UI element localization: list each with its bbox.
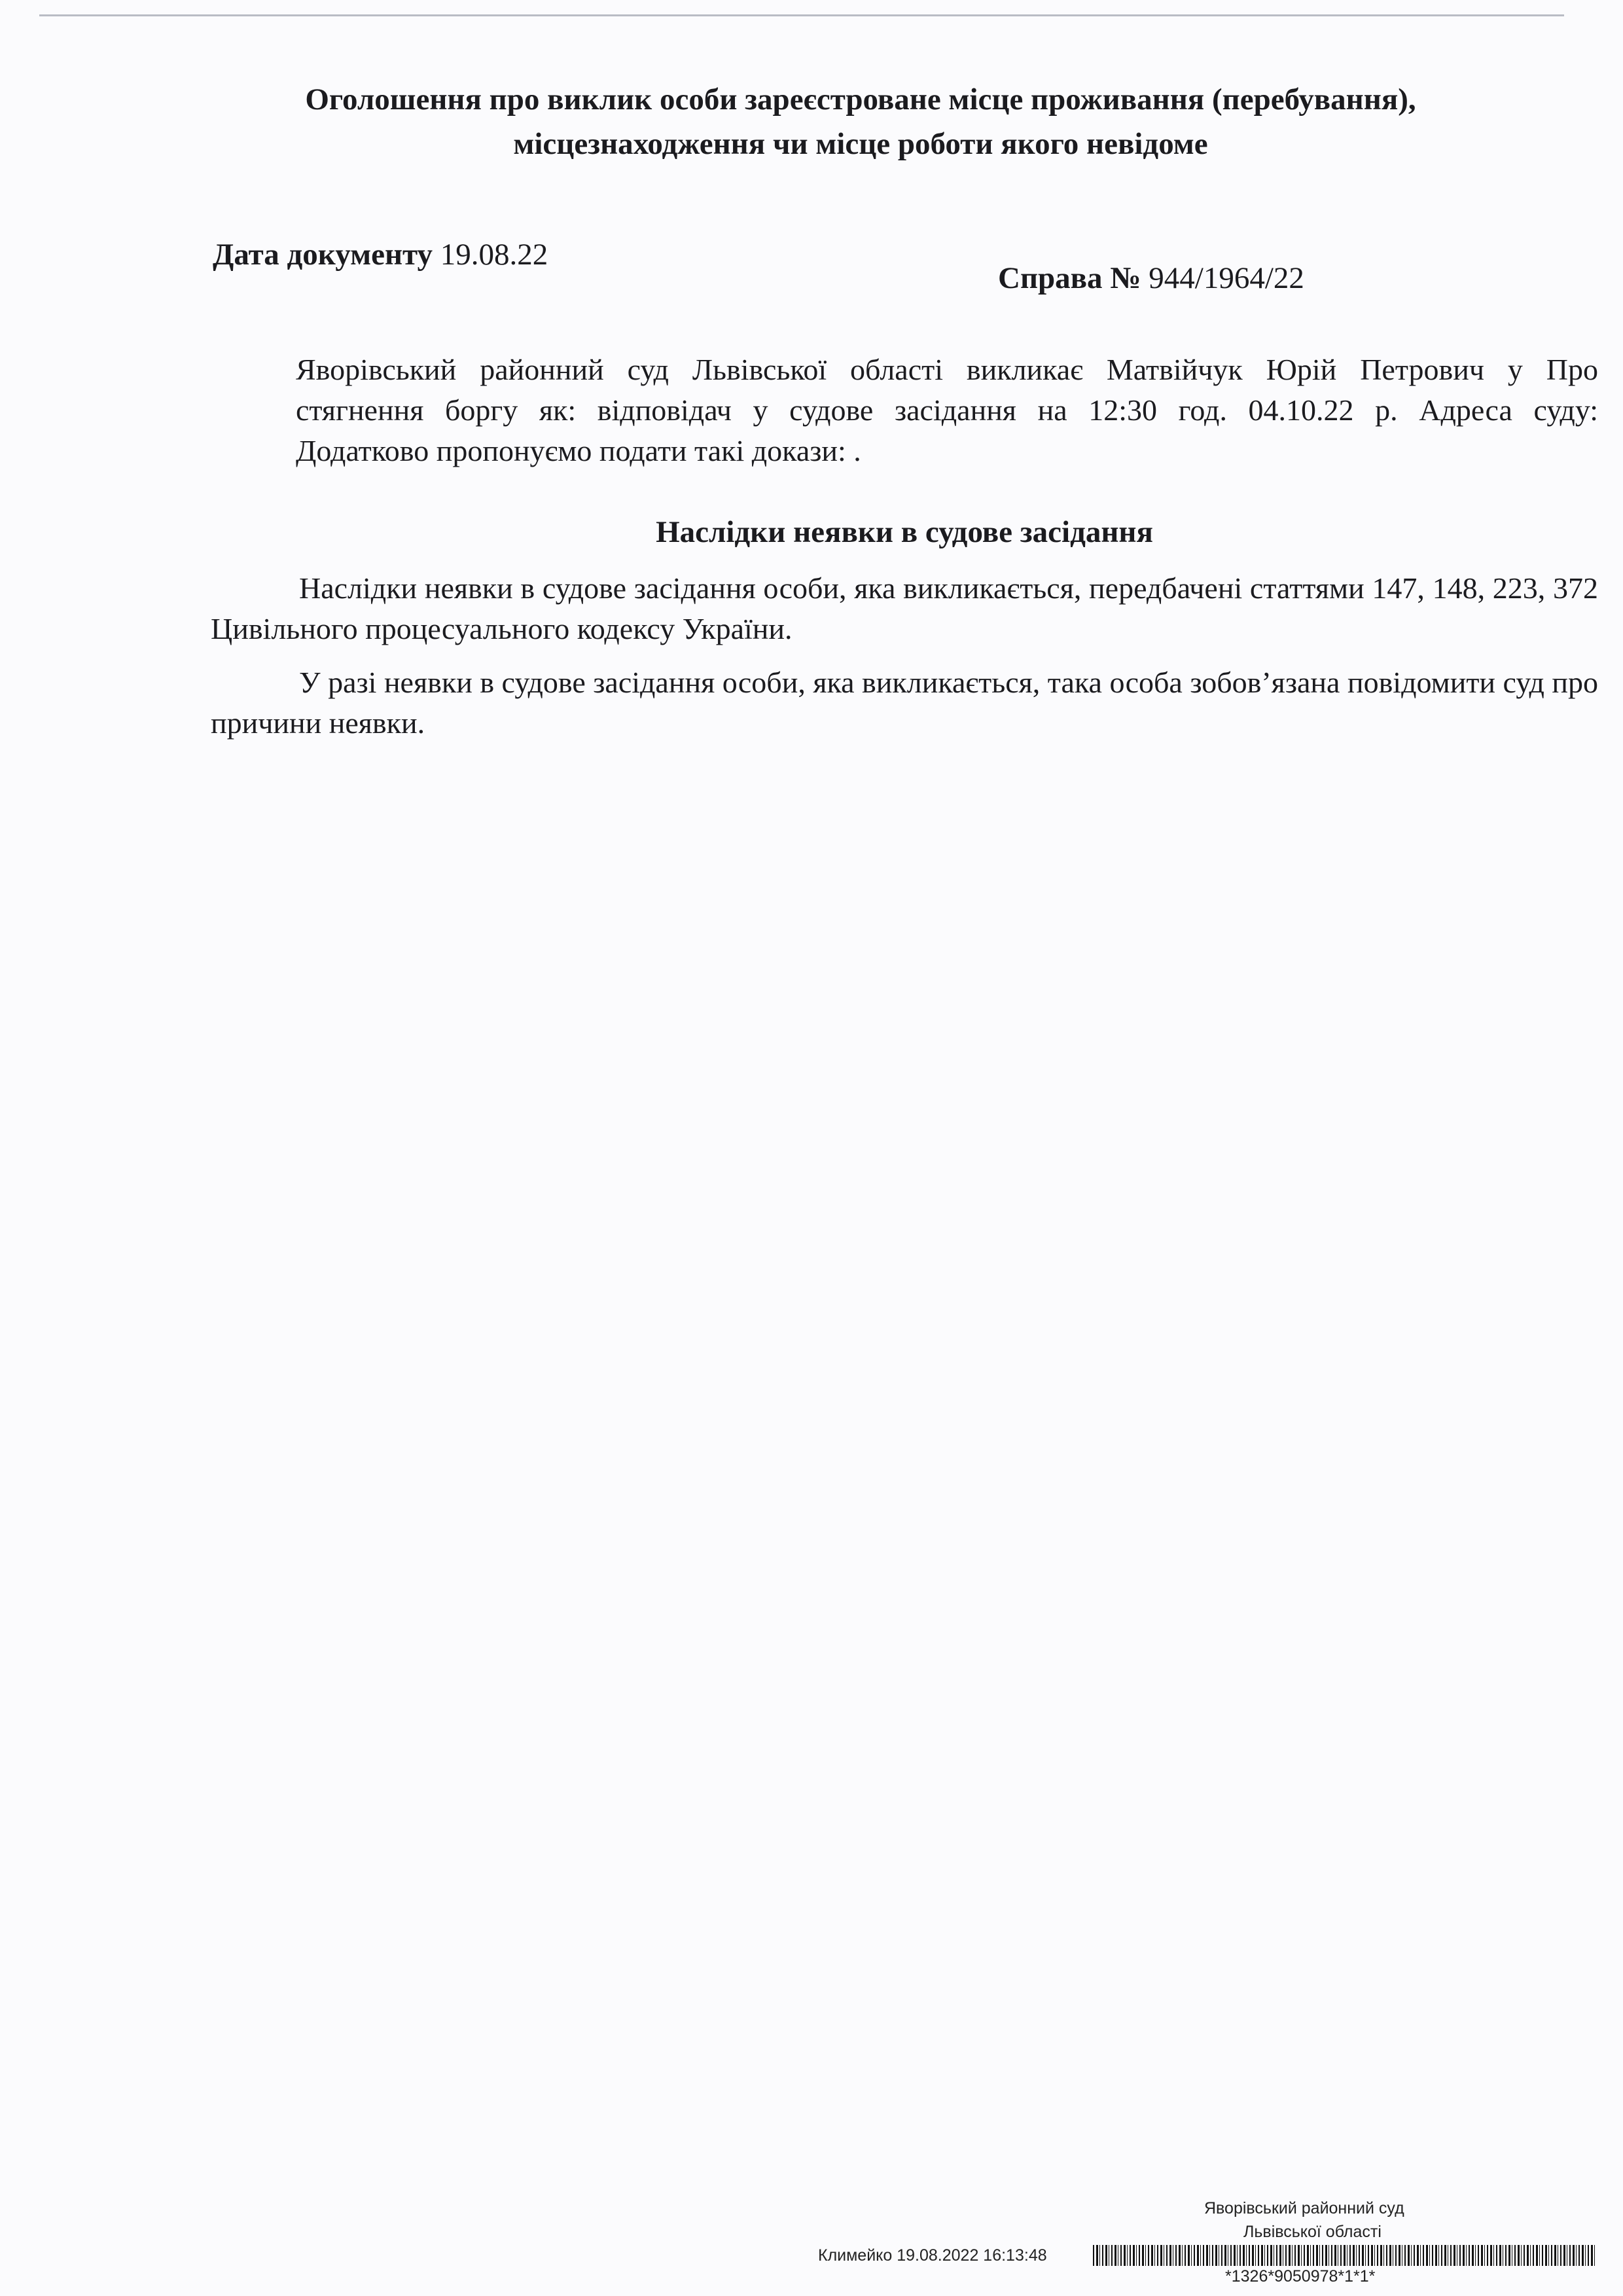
summons-line-2: стягнення боргу як: відповідач у судове засідання на 12:30 год. 04.10.22 р. Адреса суду: (296, 393, 1598, 427)
case-label: Справа № (998, 261, 1141, 295)
title-line-1: Оголошення про виклик особи зареєстроване місце проживання (перебування), (305, 82, 1416, 117)
document-title (209, 77, 1512, 166)
case-number (998, 260, 1304, 296)
registration-stamp (785, 2199, 1597, 2291)
document-date (213, 237, 548, 272)
stamp-court-name: Яворівський районний суд (1204, 2199, 1404, 2217)
consequences-heading: Наслідки неявки в судове засідання (656, 515, 1153, 549)
summons-paragraph (211, 350, 1598, 471)
title-line-2: місцезнаходження чи місце роботи якого невідоме (513, 127, 1208, 161)
barcode-text: *1326*9050978*1*1* (1225, 2267, 1376, 2286)
barcode-icon (1093, 2245, 1597, 2266)
scan-top-border (39, 14, 1564, 16)
consequences-paragraph: Наслідки неявки в судове засідання особи, яка викликається, передбачені статтями 147, 148, 223, 372 Цивільного процесуального кодексу України. (211, 571, 1598, 645)
date-label: Дата документу (213, 238, 433, 272)
case-value: 944/1964/22 (1149, 261, 1304, 295)
summons-line-1: Яворівський районний суд Львівської області викликає Матвійчук Юрій Петрович у Про (296, 353, 1598, 386)
notification-paragraph: У разі неявки в судове засідання особи, яка викликається, така особа зобов’язана повідомити суд про причини неявки. (211, 666, 1598, 740)
stamp-court-region: Львівської області (1243, 2223, 1382, 2241)
stamp-signer: Климейко 19.08.2022 16:13:48 (818, 2246, 1047, 2265)
date-value: 19.08.22 (440, 238, 548, 272)
summons-line-3: Додатково пропонуємо подати такі докази: . (296, 434, 861, 467)
